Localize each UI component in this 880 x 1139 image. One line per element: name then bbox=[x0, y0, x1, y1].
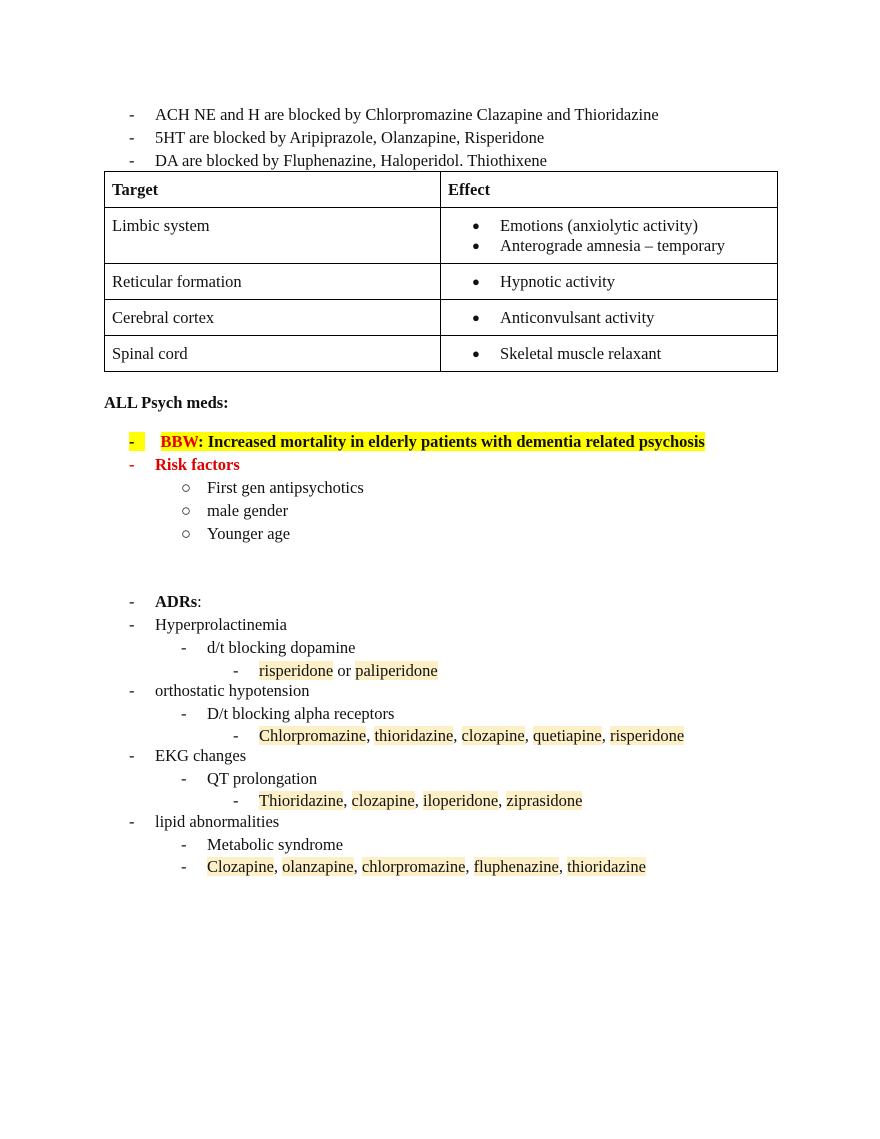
bullet-dash: - bbox=[129, 592, 135, 611]
adrs-label: ADRs bbox=[155, 592, 198, 611]
bullet-dash: - bbox=[129, 105, 135, 124]
circle-bullet-icon: ○ bbox=[181, 524, 191, 543]
bullet-dash: - bbox=[129, 455, 135, 474]
top-bullet-5ht: 5HT are blocked by Aripiprazole, Olanzapine, Risperidone bbox=[155, 128, 545, 147]
bullet-dash: - bbox=[181, 638, 187, 657]
section-heading-psych-meds: ALL Psych meds: bbox=[104, 393, 229, 412]
bbw-label: BBW bbox=[160, 432, 199, 451]
adr-alpha-drugs: Chlorpromazine, thioridazine, clozapine, quetiapine, risperidone bbox=[259, 726, 685, 745]
effect-item: ● Anticonvulsant activity bbox=[448, 308, 770, 328]
bbw-line bbox=[129, 432, 705, 452]
top-bullet-da: DA are blocked by Fluphenazine, Haloperidol. Thiothixene bbox=[155, 151, 547, 170]
adr-metabolic: Metabolic syndrome bbox=[207, 835, 344, 854]
adrs-heading: ADRs: bbox=[155, 592, 202, 611]
adr-qt: QT prolongation bbox=[207, 769, 318, 788]
risk-item: male gender bbox=[207, 501, 289, 520]
adr-lipid-drugs: Clozapine, olanzapine, chlorpromazine, fluphenazine, thioridazine bbox=[207, 857, 646, 876]
effect-item: ● Anterograde amnesia – temporary bbox=[448, 236, 770, 256]
table-row bbox=[105, 300, 778, 336]
circle-bullet-icon: ○ bbox=[181, 478, 191, 497]
bullet-dash: - bbox=[129, 432, 145, 451]
adr-dt-alpha: D/t blocking alpha receptors bbox=[207, 704, 395, 723]
top-bullet-ach: ACH NE and H are blocked by Chlorpromazine Clazapine and Thioridazine bbox=[155, 105, 659, 124]
column-header-effect: Effect bbox=[441, 172, 778, 208]
bullet-dash: - bbox=[233, 791, 239, 810]
adr-qt-drugs: Thioridazine, clozapine, iloperidone, ziprasidone bbox=[259, 791, 583, 810]
effect-cell bbox=[441, 336, 778, 372]
effect-item: ● Skeletal muscle relaxant bbox=[448, 344, 770, 364]
target-cell: Limbic system bbox=[105, 208, 441, 264]
target-cell: Reticular formation bbox=[105, 264, 441, 300]
adr-ekg: EKG changes bbox=[155, 746, 247, 765]
effect-cell bbox=[441, 264, 778, 300]
bullet-dash: - bbox=[181, 769, 187, 788]
table-header-row bbox=[105, 172, 778, 208]
effect-item: ● Hypnotic activity bbox=[448, 272, 770, 292]
bullet-dash: - bbox=[129, 615, 135, 634]
bullet-dash: - bbox=[233, 726, 239, 745]
effect-cell bbox=[441, 208, 778, 264]
bullet-dash: - bbox=[233, 661, 239, 680]
adr-hyperprolactinemia: Hyperprolactinemia bbox=[155, 615, 287, 634]
target-effect-table bbox=[104, 171, 778, 372]
column-header-target: Target bbox=[105, 172, 441, 208]
adr-dopamine-drugs: risperidone or paliperidone bbox=[259, 661, 438, 680]
bullet-dash: - bbox=[181, 704, 187, 723]
bullet-dash: - bbox=[181, 835, 187, 854]
table-row bbox=[105, 264, 778, 300]
effect-cell bbox=[441, 300, 778, 336]
target-cell: Cerebral cortex bbox=[105, 300, 441, 336]
table-row bbox=[105, 336, 778, 372]
bullet-dash: - bbox=[129, 681, 135, 700]
risk-factors-label: Risk factors bbox=[155, 455, 240, 474]
target-cell: Spinal cord bbox=[105, 336, 441, 372]
bbw-text: : Increased mortality in elderly patients with dementia related psychosis bbox=[198, 432, 705, 451]
effect-item: ● Emotions (anxiolytic activity) bbox=[448, 216, 770, 236]
bullet-dash: - bbox=[181, 857, 187, 876]
adr-dt-dopamine: d/t blocking dopamine bbox=[207, 638, 356, 657]
table-row bbox=[105, 208, 778, 264]
risk-item: Younger age bbox=[207, 524, 291, 543]
bullet-dash: - bbox=[129, 812, 135, 831]
adr-orthostatic: orthostatic hypotension bbox=[155, 681, 310, 700]
adr-lipid: lipid abnormalities bbox=[155, 812, 280, 831]
risk-item: First gen antipsychotics bbox=[207, 478, 364, 497]
bullet-dash: - bbox=[129, 151, 135, 170]
bullet-dash: - bbox=[129, 128, 135, 147]
bullet-dash: - bbox=[129, 746, 135, 765]
circle-bullet-icon: ○ bbox=[181, 501, 191, 520]
